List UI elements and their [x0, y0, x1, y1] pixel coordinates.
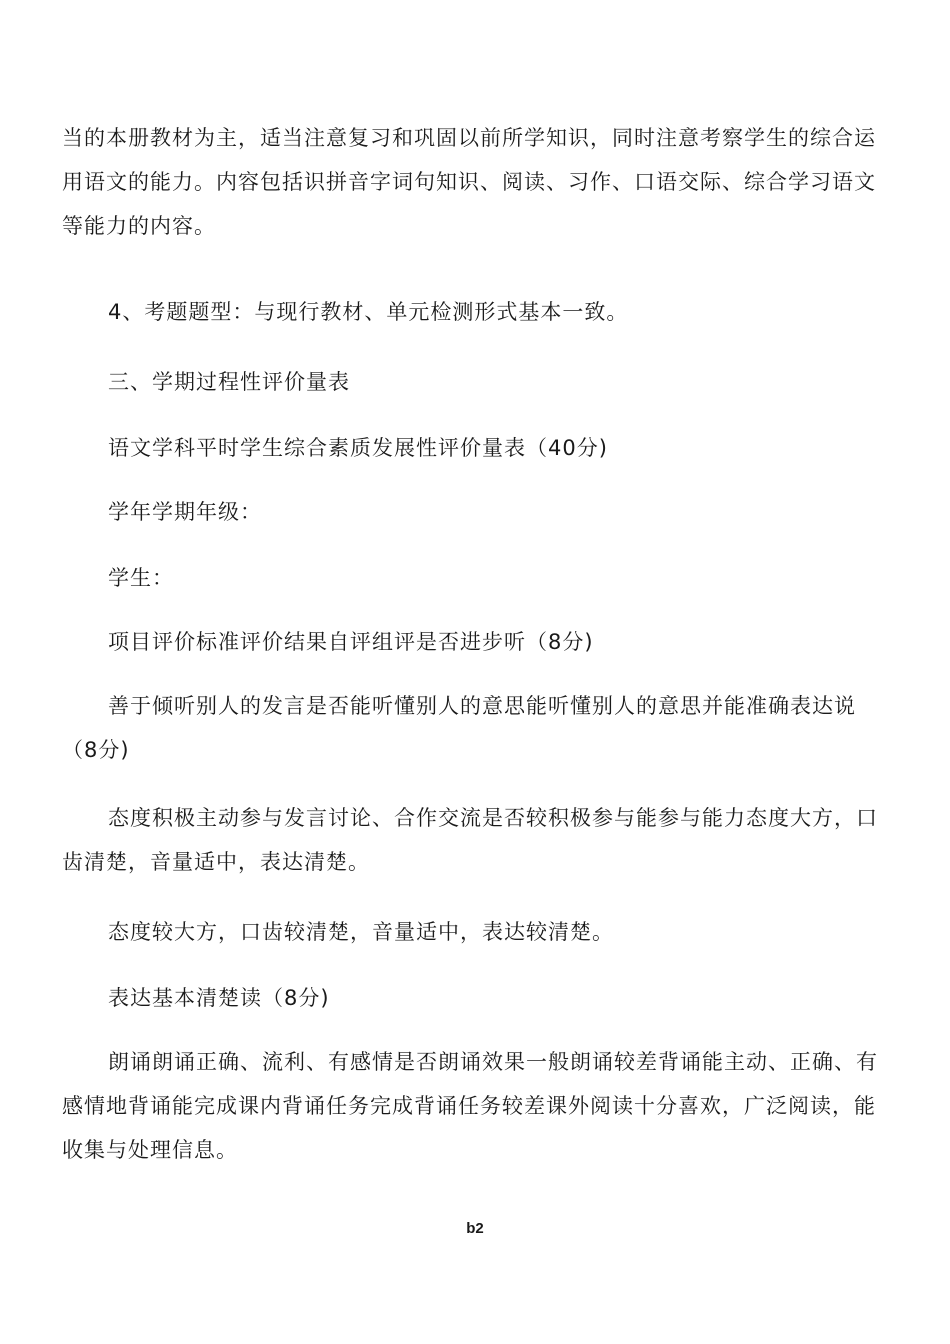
page-number: b2	[466, 1220, 484, 1237]
paragraph-reading-header: 表达基本清楚读（8分)	[108, 986, 330, 1010]
table-header-row: 项目评价标准评价结果自评组评是否进步听（8分)	[108, 630, 594, 654]
school-year-grade-field: 学年学期年级：	[108, 500, 262, 524]
paragraph-speaking-level-2: 态度较大方，口齿较清楚，音量适中，表达较清楚。	[108, 920, 614, 944]
paragraph-listening: 善于倾听别人的发言是否能听懂别人的意思能听懂别人的意思并能准确表达说（8分)	[62, 694, 856, 762]
section-heading-evaluation-table: 三、学期过程性评价量表	[108, 370, 350, 394]
table-title: 语文学科平时学生综合素质发展性评价量表（40分)	[108, 436, 608, 460]
paragraph-reading: 朗诵朗诵正确、流利、有感情是否朗诵效果一般朗诵较差背诵能主动、正确、有感情地背诵能完成课内背诵任务完成背诵任务较差课外阅读十分喜欢，广泛阅读，能收集与处理信息。	[62, 1050, 878, 1162]
student-field: 学生：	[108, 566, 174, 590]
paragraph-question-types: 4、考题题型：与现行教材、单元检测形式基本一致。	[108, 300, 629, 324]
paragraph-speaking: 态度积极主动参与发言讨论、合作交流是否较积极参与能参与能力态度大方，口齿清楚，音量适中，表达清楚。	[62, 806, 878, 874]
paragraph-exam-content: 当的本册教材为主，适当注意复习和巩固以前所学知识，同时注意考察学生的综合运用语文的能力。内容包括识拼音字词句知识、阅读、习作、口语交际、综合学习语文等能力的内容。	[62, 126, 876, 238]
